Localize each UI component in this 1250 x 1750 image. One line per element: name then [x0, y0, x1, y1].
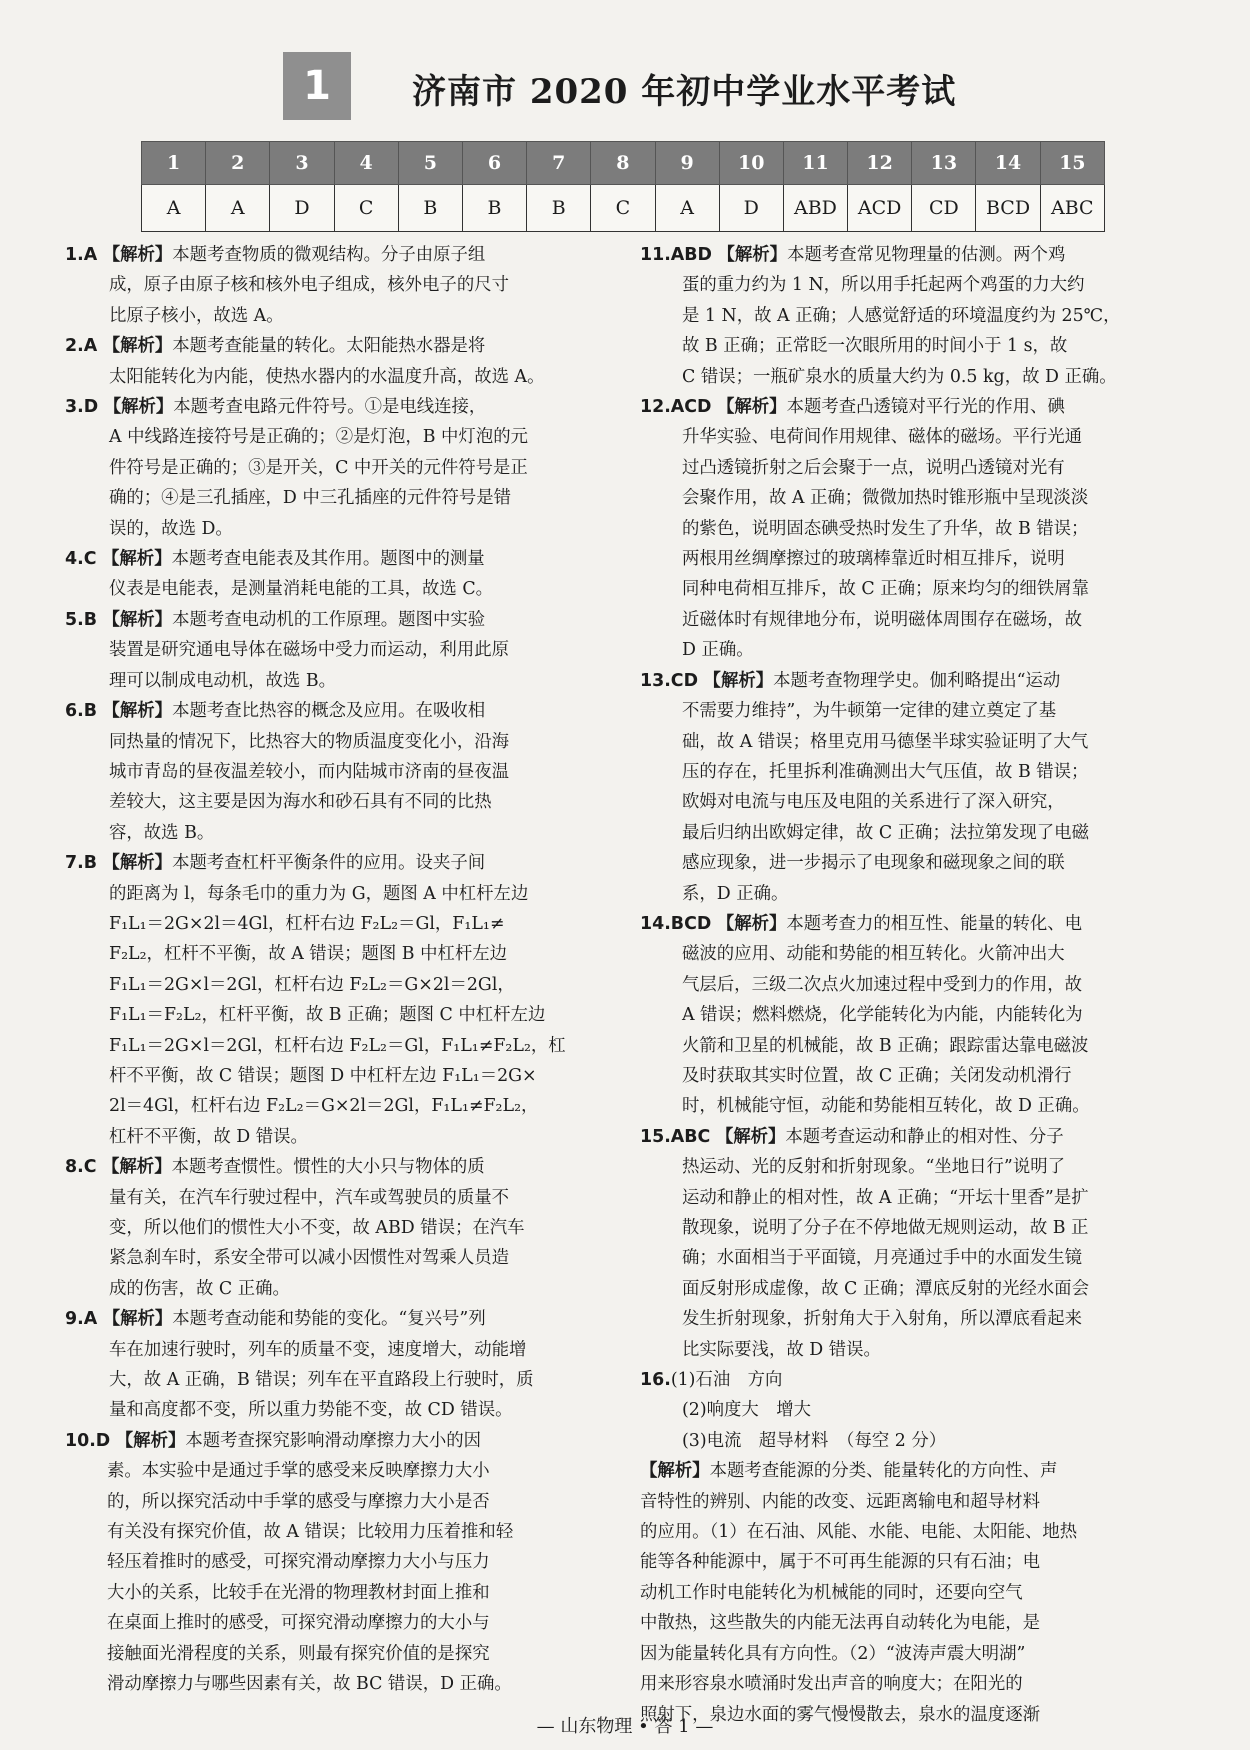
answer-table-number-cell: 4 [334, 142, 398, 185]
solution-line [640, 1183, 1195, 1213]
solution-text: 本题考查电路元件符号。①是电线连接， [173, 397, 487, 418]
fill-answer-line [640, 1365, 1195, 1395]
solution-text: 同热量的情况下，比热容大的物质温度变化小，沿海 [109, 731, 509, 752]
solution-text: 成的伤害，故 C 正确。 [109, 1278, 290, 1299]
solution-line [640, 1031, 1195, 1061]
solution-text: 中散热，这些散失的内能无法再自动转化为电能，是 [640, 1613, 1040, 1634]
solution-text: 火箭和卫星的机械能，故 B 正确；跟踪雷达靠电磁波 [682, 1035, 1089, 1056]
question-answer-label: 5.B [65, 609, 97, 630]
solution-text: 本题考查惯性。惯性的大小只与物体的质 [171, 1157, 485, 1178]
solution-text: A 错误；燃料燃烧，化学能转化为内能，内能转化为 [682, 1005, 1083, 1026]
answer-table-answer-cell: B [398, 185, 462, 232]
solution-line [65, 544, 620, 574]
question-answer-label: 14.BCD [640, 913, 712, 934]
analysis-label: 【解析】 [102, 245, 173, 265]
analysis-label: 【解析】 [103, 397, 174, 418]
solution-item [65, 331, 620, 392]
solution-text: 素。本实验中是通过手掌的感受来反映摩擦力大小 [107, 1461, 490, 1482]
solution-text: 杆不平衡，故 C 错误；题图 D 中杠杆左边 F₁L₁＝2G× [109, 1065, 537, 1086]
solution-line [65, 879, 620, 909]
solution-item [65, 1152, 620, 1304]
solution-text: D 正确。 [682, 640, 754, 661]
solution-line [65, 1578, 620, 1608]
solution-text: 比原子核小，故选 A。 [109, 305, 284, 326]
solution-text: 本题考查电能表及其作用。题图中的测量 [171, 549, 485, 570]
solution-text: F₁L₁＝2G×2l＝4Gl，杠杆右边 F₂L₂＝Gl，F₁L₁≠ [109, 913, 505, 934]
question-number-label: 16. [640, 1370, 671, 1391]
answer-table-answer-cell: BCD [976, 185, 1040, 232]
answer-table-number-cell: 1 [142, 142, 206, 185]
solution-text: 轻压着推时的感受，可探究滑动摩擦力大小与压力 [107, 1552, 490, 1573]
solution-text: 本题考查杠杆平衡条件的应用。设夹子间 [172, 853, 486, 874]
solution-line [65, 1031, 620, 1061]
solution-line [65, 605, 620, 635]
solution-line [640, 879, 1195, 909]
solution-text: 变，所以他们的惯性大小不变，故 ABD 错误；在汽车 [109, 1218, 525, 1238]
solution-text: 本题考查电动机的工作原理。题图中实验 [172, 609, 486, 630]
solution-item [640, 1122, 1195, 1365]
solution-line [65, 1517, 620, 1547]
solution-line [65, 1000, 620, 1030]
solution-line [65, 939, 620, 969]
solution-text: 时，机械能守恒，动能和势能相互转化，故 D 正确。 [682, 1096, 1090, 1117]
solution-text: 能等各种能源中，属于不可再生能源的只有石油；电 [640, 1552, 1040, 1573]
solution-line [640, 270, 1195, 300]
analysis-label: 【解析】 [102, 1309, 173, 1330]
solution-text: 热运动、光的反射和折射现象。“坐地日行”说明了 [682, 1157, 1065, 1178]
solution-text: 城市青岛的昼夜温差较小，而内陆城市济南的昼夜温 [109, 761, 509, 782]
answer-table-answer-cell: ACD [848, 185, 912, 232]
solution-item [65, 392, 620, 544]
solution-line [65, 1669, 620, 1699]
answer-table-number-cell: 2 [206, 142, 270, 185]
solution-text: 欧姆对电流与电压及电阻的关系进行了深入研究， [682, 792, 1065, 813]
solution-line [65, 240, 620, 270]
analysis-label: 【解析】 [102, 1157, 172, 1178]
solution-line [640, 574, 1195, 604]
solution-line [640, 939, 1195, 969]
solution-text: 音特性的辨别、内能的改变、远距离输电和超导材料 [640, 1491, 1040, 1512]
solution-line [65, 422, 620, 452]
question-answer-label: 7.B [65, 853, 97, 874]
solution-line [640, 727, 1195, 757]
solution-item [65, 544, 620, 605]
solution-text: 容，故选 B。 [109, 822, 215, 843]
solution-text: 照射下，泉边水面的雾气慢慢散去，泉水的温度逐渐 [640, 1704, 1040, 1725]
answer-table-numbers-row [142, 142, 1105, 185]
solution-line [65, 1122, 620, 1152]
solution-text: F₁L₁＝2G×l＝2Gl，杠杆右边 F₂L₂＝Gl，F₁L₁≠F₂L₂，杠 [109, 1035, 566, 1056]
analysis-label: 【解析】 [703, 670, 774, 691]
answer-table-answer-cell: A [206, 185, 270, 232]
solution-line [640, 544, 1195, 574]
answer-table-number-cell: 10 [719, 142, 783, 185]
answer-table-answer-cell: D [270, 185, 334, 232]
question-answer-label: 2.A [65, 336, 98, 357]
solution-text: 比实际要浅，故 D 错误。 [682, 1339, 881, 1360]
solution-text: 的紫色，说明固态碘受热时发生了升华，故 B 错误； [682, 518, 1089, 539]
solution-text: 本题考查能量的转化。太阳能热水器是将 [172, 336, 486, 357]
solution-line [640, 1274, 1195, 1304]
solution-text: 成，原子由原子核和核外电子组成，核外电子的尺寸 [109, 275, 509, 296]
solution-text: 本题考查比热容的概念及应用。在吸收相 [172, 701, 486, 722]
solution-text: 有关没有探究价值，故 A 错误；比较用力压着推和轻 [107, 1522, 514, 1543]
solution-text: 压的存在，托里拆利准确测出大气压值，故 B 错误； [682, 761, 1089, 782]
question-answer-label: 13.CD [640, 670, 699, 691]
solution-line [65, 757, 620, 787]
fill-answer-text: (3)电流 超导材料 （每空 2 分） [682, 1430, 947, 1451]
answer-table-answer-cell: A [655, 185, 719, 232]
solution-text: 量有关，在汽车行驶过程中，汽车或驾驶员的质量不 [109, 1187, 509, 1208]
analysis-label: 【解析】 [115, 1430, 186, 1451]
analysis-label: 【解析】 [640, 1461, 710, 1482]
solution-line [65, 909, 620, 939]
solution-text: 会聚作用，故 A 正确；微微加热时锥形瓶中呈现淡淡 [682, 488, 1089, 509]
solution-line [65, 1061, 620, 1091]
solution-text: 太阳能转化为内能，使热水器内的水温度升高，故选 A。 [109, 366, 545, 387]
solution-item [65, 848, 620, 1152]
answer-table-answer-cell: C [334, 185, 398, 232]
question-answer-label: 11.ABD [640, 245, 712, 265]
solution-line [65, 1091, 620, 1121]
right-column [640, 240, 1195, 1730]
solution-text: 感应现象，进一步揭示了电现象和磁现象之间的联 [682, 853, 1065, 874]
solution-line [640, 757, 1195, 787]
solution-text: 不需要力维持”，为牛顿第一定律的建立奠定了基 [682, 701, 1057, 722]
solution-text: 确；水面相当于平面镜，月亮通过手中的水面发生镜 [682, 1248, 1082, 1269]
solution-text: 动机工作时电能转化为机械能的同时，还要向空气 [640, 1582, 1023, 1603]
solution-text: 杠杆不平衡，故 D 错误。 [109, 1126, 308, 1147]
solution-text: 误的，故选 D。 [109, 518, 233, 539]
question-answer-label: 9.A [65, 1309, 98, 1330]
solution-text: 用来形容泉水喷涌时发出声音的响度大；在阳光的 [640, 1674, 1023, 1695]
answer-table-number-cell: 11 [783, 142, 847, 185]
solution-line [640, 818, 1195, 848]
solution-line [65, 331, 620, 361]
solution-text: 2l＝4Gl，杠杆右边 F₂L₂＝G×2l＝2Gl，F₁L₁≠F₂L₂， [109, 1096, 539, 1117]
answer-table-number-cell: 8 [591, 142, 655, 185]
solution-text: 系，D 正确。 [682, 883, 789, 904]
answer-table-answer-cell: D [719, 185, 783, 232]
solution-text: 确的；④是三孔插座，D 中三孔插座的元件符号是错 [109, 488, 512, 509]
solution-line [640, 1213, 1195, 1243]
solution-line [65, 1365, 620, 1395]
solution-line [640, 362, 1195, 392]
solution-line [65, 1608, 620, 1638]
solution-line [65, 362, 620, 392]
fill-answer-text: (2)响度大 增大 [682, 1400, 811, 1421]
solution-item [640, 666, 1195, 909]
title-badge: 1 [283, 52, 351, 120]
fill-answer-line [640, 1395, 1195, 1425]
solution-item [65, 605, 620, 696]
solution-line [65, 453, 620, 483]
answer-table-number-cell: 12 [848, 142, 912, 185]
solution-text: F₂L₂，杠杆不平衡，故 A 错误；题图 B 中杠杆左边 [109, 944, 508, 965]
solution-line [65, 270, 620, 300]
solution-item [640, 240, 1195, 392]
solution-text: 本题考查常见物理量的估测。两个鸡 [787, 245, 1066, 265]
answer-table-answer-cell: B [527, 185, 591, 232]
solution-line [65, 727, 620, 757]
analysis-label: 【解析】 [717, 245, 788, 265]
analysis-label: 【解析】 [102, 701, 173, 722]
solution-line [640, 605, 1195, 635]
analysis-label: 【解析】 [102, 609, 173, 630]
solution-line [640, 1547, 1195, 1577]
solution-text: 两根用丝绸摩擦过的玻璃棒靠近时相互排斥，说明 [682, 549, 1065, 570]
solution-line [65, 1183, 620, 1213]
solution-line [65, 483, 620, 513]
answer-table-answer-cell: C [591, 185, 655, 232]
answer-table-answer-cell: A [142, 185, 206, 232]
answer-table-number-cell: 14 [976, 142, 1040, 185]
solution-text: 散现象，说明了分子在不停地做无规则运动，故 B 正 [682, 1218, 1089, 1238]
solution-line [640, 696, 1195, 726]
solution-text: 大小的关系，比较手在光滑的物理教材封面上推和 [107, 1582, 490, 1603]
answer-table-number-cell: 13 [912, 142, 976, 185]
solution-line [65, 787, 620, 817]
solution-line [65, 301, 620, 331]
solution-text: 升华实验、电荷间作用规律、磁体的磁场。平行光通 [682, 427, 1082, 448]
solution-text: 础，故 A 错误；格里克用马德堡半球实验证明了大气 [682, 731, 1089, 752]
solution-line [640, 1456, 1195, 1486]
solution-text: 本题考查物理学史。伽利略提出“运动 [773, 670, 1061, 691]
solution-line [65, 635, 620, 665]
answer-table-number-cell: 3 [270, 142, 334, 185]
solution-line [65, 574, 620, 604]
page-title: 济南市 2020 年初中学业水平考试 [412, 72, 957, 112]
solution-item [640, 909, 1195, 1122]
solution-line [640, 1122, 1195, 1152]
solution-text: 故 B 正确；正常眨一次眼所用的时间小于 1 s，故 [682, 336, 1068, 357]
analysis-label: 【解析】 [717, 397, 787, 418]
solution-text: 蛋的重力约为 1 N，所以用手托起两个鸡蛋的力大约 [682, 275, 1085, 296]
solution-text: 接触面光滑程度的关系，则最有探究价值的是探究 [107, 1643, 490, 1664]
solution-line [640, 1608, 1195, 1638]
solution-text: 差较大，这主要是因为海水和砂石具有不同的比热 [109, 792, 492, 813]
solution-line [65, 696, 620, 726]
solution-line [640, 1669, 1195, 1699]
answer-table-answer-cell: CD [912, 185, 976, 232]
solution-line [65, 970, 620, 1000]
solution-line [65, 1639, 620, 1669]
solution-line [640, 1091, 1195, 1121]
analysis-label: 【解析】 [102, 336, 173, 357]
question-answer-label: 15.ABC [640, 1126, 711, 1147]
solution-text: 本题考查凸透镜对平行光的作用、碘 [786, 397, 1065, 418]
answer-table [141, 141, 1105, 232]
solution-text: 本题考查探究影响滑动摩擦力大小的因 [185, 1430, 482, 1451]
solution-text: 是 1 N，故 A 正确；人感觉舒适的环境温度约为 25℃， [682, 305, 1121, 326]
solution-line [640, 787, 1195, 817]
solution-text: 装置是研究通电导体在磁场中受力而运动，利用此原 [109, 640, 509, 661]
solution-text: 面反射形成虚像，故 C 正确；潭底反射的光经水面会 [682, 1278, 1089, 1299]
solution-line [65, 1547, 620, 1577]
analysis-label: 【解析】 [716, 913, 787, 934]
solution-line [65, 1274, 620, 1304]
solution-line [640, 331, 1195, 361]
solution-item-16 [640, 1365, 1195, 1730]
solution-text: 滑动摩擦力与哪些因素有关，故 BC 错误，D 正确。 [107, 1674, 512, 1695]
solution-line [65, 1304, 620, 1334]
solution-line [640, 1304, 1195, 1334]
solution-line [65, 848, 620, 878]
solution-line [65, 514, 620, 544]
analysis-label: 【解析】 [102, 853, 173, 874]
solution-text: 的，所以探究活动中手掌的感受与摩擦力大小是否 [107, 1491, 490, 1512]
solution-text: 运动和静止的相对性，故 A 正确；“开坛十里香”是扩 [682, 1187, 1089, 1208]
solution-line [65, 818, 620, 848]
solution-text: F₁L₁＝F₂L₂，杠杆平衡，故 B 正确；题图 C 中杠杆左边 [109, 1005, 546, 1026]
solution-item [65, 696, 620, 848]
question-answer-label: 3.D [65, 397, 99, 418]
solution-text: 发生折射现象，折射角大于入射角，所以潭底看起来 [682, 1309, 1082, 1330]
solution-text: 过凸透镜折射之后会聚于一点，说明凸透镜对光有 [682, 457, 1065, 478]
solution-line [640, 1487, 1195, 1517]
question-answer-label: 6.B [65, 701, 97, 722]
solution-text: 本题考查物质的微观结构。分子由原子组 [172, 245, 486, 265]
answer-table-answer-cell: B [462, 185, 526, 232]
solution-text: 大，故 A 正确，B 错误；列车在平直路段上行驶时，质 [109, 1370, 534, 1391]
answer-table-number-cell: 6 [462, 142, 526, 185]
solution-text: 本题考查能源的分类、能量转化的方向性、声 [709, 1461, 1058, 1482]
solution-line [640, 422, 1195, 452]
solution-line [65, 1335, 620, 1365]
question-answer-label: 10.D [65, 1430, 111, 1451]
solution-line [65, 1456, 620, 1486]
solution-text: 的距离为 l，每条毛巾的重力为 G，题图 A 中杠杆左边 [109, 883, 529, 904]
solution-text: 车在加速行驶时，列车的质量不变，速度增大，动能增 [109, 1339, 527, 1360]
solution-text: 仪表是电能表，是测量消耗电能的工具，故选 C。 [109, 579, 494, 600]
question-answer-label: 8.C [65, 1157, 97, 1178]
solution-text: F₁L₁＝2G×l＝2Gl，杠杆右边 F₂L₂＝G×2l＝2Gl， [109, 974, 515, 995]
solution-text: 同种电荷相互排斥，故 C 正确；原来均匀的细铁屑靠 [682, 579, 1089, 600]
solution-line [65, 1487, 620, 1517]
solution-text: 本题考查运动和静止的相对性、分子 [785, 1126, 1064, 1147]
solution-line [65, 1152, 620, 1182]
solution-text: 气层后，三级二次点火加速过程中受到力的作用，故 [682, 974, 1082, 995]
answer-table-answer-cell: ABC [1040, 185, 1104, 232]
solution-text: 理可以制成电动机，故选 B。 [109, 670, 336, 691]
solution-line [65, 1426, 620, 1456]
solution-line [640, 301, 1195, 331]
question-answer-label: 1.A [65, 245, 98, 265]
answer-table-number-cell: 7 [527, 142, 591, 185]
solution-text: 本题考查力的相互性、能量的转化、电 [786, 913, 1083, 934]
solution-text: 近磁体时有规律地分布，说明磁体周围存在磁场，故 [682, 609, 1082, 630]
solution-line [640, 666, 1195, 696]
answer-table-answer-cell: ABD [783, 185, 847, 232]
page-footer: — 山东物理 • 答 1 — [536, 1716, 714, 1737]
solution-line [640, 1243, 1195, 1273]
solution-line [640, 1152, 1195, 1182]
solution-text: 量和高度都不变，所以重力势能不变，故 CD 错误。 [109, 1400, 513, 1421]
question-answer-label: 4.C [65, 549, 97, 570]
solution-line [640, 1061, 1195, 1091]
fill-answer-line [640, 1426, 1195, 1456]
answer-table-answers-row [142, 185, 1105, 232]
solution-line [640, 848, 1195, 878]
solution-text: 及时获取其实时位置，故 C 正确；关闭发动机滑行 [682, 1065, 1072, 1086]
solution-line [640, 392, 1195, 422]
solution-line [65, 392, 620, 422]
solution-text: 因为能量转化具有方向性。（2）“波涛声震大明湖” [640, 1643, 1026, 1664]
solution-item [65, 1304, 620, 1426]
left-column [65, 240, 620, 1700]
solution-item [640, 392, 1195, 666]
fill-answer-text: (1)石油 方向 [670, 1370, 783, 1391]
solution-line [640, 1639, 1195, 1669]
solution-text: 本题考查动能和势能的变化。“复兴号”列 [172, 1309, 486, 1330]
solution-line [640, 240, 1195, 270]
solution-line [640, 514, 1195, 544]
solution-line [65, 666, 620, 696]
solution-line [640, 970, 1195, 1000]
solution-text: A 中线路连接符号是正确的；②是灯泡，B 中灯泡的元 [109, 427, 528, 448]
solution-text: C 错误；一瓶矿泉水的质量大约为 0.5 kg，故 D 正确。 [682, 366, 1117, 387]
solution-line [65, 1213, 620, 1243]
answer-table-number-cell: 9 [655, 142, 719, 185]
solution-line [640, 909, 1195, 939]
solution-text: 最后归纳出欧姆定律，故 C 正确；法拉第发现了电磁 [682, 822, 1089, 843]
solution-line [640, 453, 1195, 483]
solution-text: 件符号是正确的；③是开关，C 中开关的元件符号是正 [109, 457, 528, 478]
solution-line [640, 1578, 1195, 1608]
analysis-label: 【解析】 [715, 1126, 786, 1147]
analysis-label: 【解析】 [102, 549, 172, 570]
solution-item [65, 240, 620, 331]
solution-line [640, 1335, 1195, 1365]
answer-table-number-cell: 15 [1040, 142, 1104, 185]
solution-line [640, 483, 1195, 513]
solution-text: 紧急刹车时，系安全带可以减小因惯性对驾乘人员造 [109, 1248, 509, 1269]
solution-text: 在桌面上推时的感受，可探究滑动摩擦力的大小与 [107, 1613, 490, 1634]
solution-line [640, 1000, 1195, 1030]
solution-text: 的应用。（1）在石油、风能、水能、电能、太阳能、地热 [640, 1522, 1078, 1543]
solution-line [65, 1243, 620, 1273]
solution-item [65, 1426, 620, 1700]
solution-line [640, 635, 1195, 665]
solution-text: 磁波的应用、动能和势能的相互转化。火箭冲出大 [682, 944, 1065, 965]
solution-line [640, 1517, 1195, 1547]
answer-table-number-cell: 5 [398, 142, 462, 185]
question-answer-label: 12.ACD [640, 397, 712, 418]
solution-line [65, 1395, 620, 1425]
